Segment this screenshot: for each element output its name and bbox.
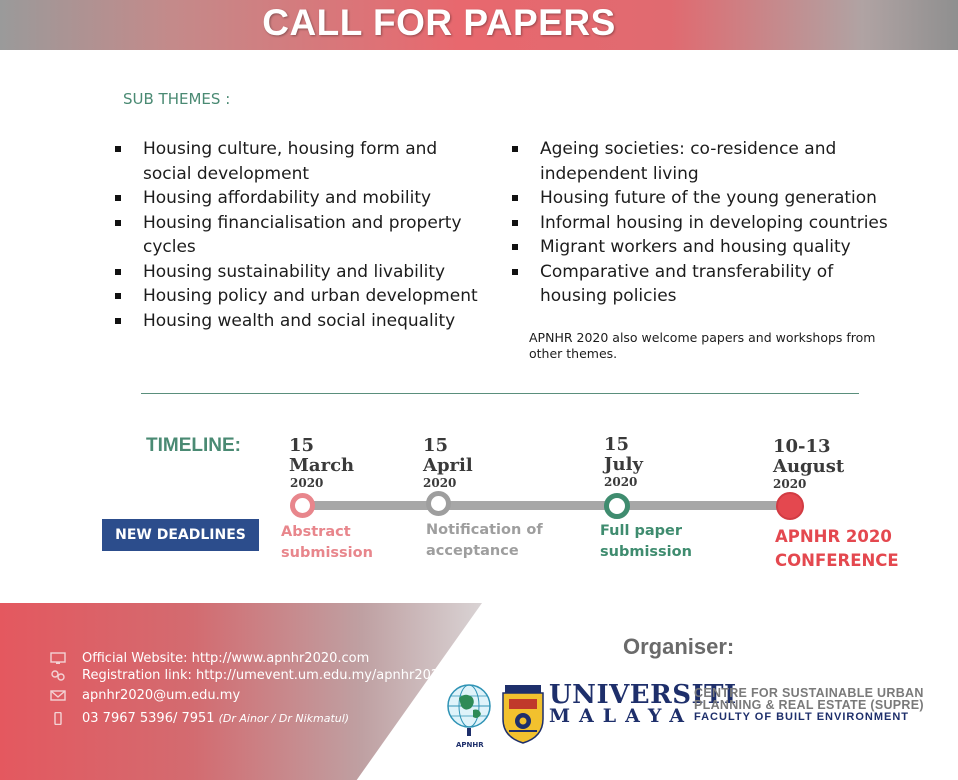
theme-text: Housing future of the young generation <box>540 188 877 208</box>
phone-number: 03 7967 5396/ 7951 <box>82 710 215 726</box>
date-year: 2020 <box>604 475 638 489</box>
milestone-label-notification <box>426 520 543 562</box>
date-month: July <box>604 454 643 475</box>
list-item <box>510 186 890 211</box>
milestone-date-april <box>423 436 473 490</box>
bullet-icon <box>512 220 518 226</box>
apnhr-logo <box>445 682 493 742</box>
date-month: March <box>289 455 355 476</box>
label-line: submission <box>600 544 692 560</box>
theme-text: Housing affordability and mobility <box>143 188 432 208</box>
bullet-icon <box>512 244 518 250</box>
header-banner <box>0 0 958 50</box>
website-link[interactable]: Official Website: http://www.apnhr2020.com <box>82 650 370 666</box>
email-link[interactable]: apnhr2020@um.edu.my <box>82 687 241 703</box>
universiti-malaya-crest-icon <box>499 685 547 745</box>
bullet-icon <box>115 195 121 201</box>
centre-line: PLANNING & REAL ESTATE (SUPRE) <box>694 698 924 712</box>
label-line: Abstract <box>281 524 351 540</box>
phone-contacts: (Dr Ainor / Dr Nikmatul) <box>218 711 350 725</box>
date-day: 15 <box>289 435 315 456</box>
envelope-icon <box>50 689 66 702</box>
theme-text: Ageing societies: co-residence and independent living <box>540 139 837 184</box>
centre-line: CENTRE FOR SUSTAINABLE URBAN <box>694 686 924 700</box>
milestone-date-march <box>289 436 354 490</box>
milestone-date-august <box>773 437 844 491</box>
bullet-icon <box>512 269 518 275</box>
milestone-node-april <box>426 491 451 516</box>
theme-text: Housing policy and urban development <box>143 286 478 306</box>
bullet-icon <box>115 293 121 299</box>
label-line: Notification of <box>426 522 543 538</box>
sub-themes-list-left <box>113 137 483 333</box>
date-month: April <box>423 455 473 476</box>
theme-text: Migrant workers and housing quality <box>540 237 851 257</box>
other-themes-note: APNHR 2020 also welcome papers and workshops from other themes. <box>529 330 876 361</box>
label-line: Full paper <box>600 523 683 539</box>
milestone-node-july <box>604 493 630 519</box>
bullet-icon <box>115 318 121 324</box>
sub-themes-heading: SUB THEMES : <box>123 90 231 108</box>
bullet-icon <box>115 220 121 226</box>
label-line: CONFERENCE <box>775 551 899 570</box>
label-line: submission <box>281 545 373 561</box>
list-item <box>113 260 483 285</box>
theme-text: Housing sustainability and livability <box>143 261 446 282</box>
timeline-heading: TIMELINE: <box>146 435 241 456</box>
apnhr-caption: APNHR <box>456 741 484 749</box>
list-item <box>510 211 890 236</box>
list-item <box>113 137 483 186</box>
supre-centre-name <box>694 687 924 723</box>
divider <box>141 393 859 394</box>
list-item <box>113 211 483 260</box>
date-day: 15 <box>423 435 449 456</box>
theme-text: Housing culture, housing form and social development <box>143 139 438 184</box>
new-deadlines-badge: NEW DEADLINES <box>102 519 259 551</box>
list-item <box>510 260 890 309</box>
website-row <box>50 649 369 667</box>
monitor-icon <box>50 652 66 665</box>
date-day: 15 <box>604 434 630 455</box>
milestone-label-conference <box>775 525 899 573</box>
milestone-node-august <box>776 492 804 520</box>
list-item <box>510 235 890 260</box>
list-item <box>113 186 483 211</box>
theme-text: Housing wealth and social inequality <box>143 310 456 331</box>
timeline-track <box>303 501 793 510</box>
university-name-line2: MALAYA <box>549 705 694 727</box>
milestone-date-july <box>604 435 643 489</box>
university-name-line1: UNIVERSITI <box>549 680 737 710</box>
label-line: APNHR 2020 <box>775 527 892 546</box>
label-line: acceptance <box>426 543 519 559</box>
milestone-label-abstract <box>281 522 373 564</box>
theme-text: Comparative and transferability of housing policies <box>540 261 834 306</box>
list-item <box>510 137 890 186</box>
faculty-line: FACULTY OF BUILT ENVIRONMENT <box>694 711 909 723</box>
theme-text: Informal housing in developing countries <box>540 212 888 233</box>
registration-row <box>50 666 447 684</box>
bullet-icon <box>115 269 121 275</box>
list-item <box>113 309 483 334</box>
date-year: 2020 <box>773 477 807 491</box>
milestone-label-full-paper <box>600 521 692 563</box>
bullet-icon <box>115 146 121 152</box>
theme-text: Housing financialisation and property cycles <box>143 212 462 257</box>
phone-icon <box>50 712 66 725</box>
page-title: CALL FOR PAPERS <box>262 2 616 43</box>
link-icon <box>50 669 66 682</box>
date-month: August <box>773 456 845 477</box>
registration-link[interactable]: Registration link: http://umevent.um.edu.my/apnhr2020 <box>82 667 448 683</box>
organiser-heading: Organiser: <box>623 634 735 659</box>
email-row <box>50 686 240 704</box>
list-item <box>113 284 483 309</box>
bullet-icon <box>512 146 518 152</box>
sub-themes-list-right <box>510 137 890 309</box>
date-year: 2020 <box>290 476 324 490</box>
date-day: 10-13 <box>773 436 831 457</box>
milestone-node-march <box>290 493 315 518</box>
bullet-icon <box>512 195 518 201</box>
date-year: 2020 <box>423 476 457 490</box>
phone-row <box>50 709 349 727</box>
